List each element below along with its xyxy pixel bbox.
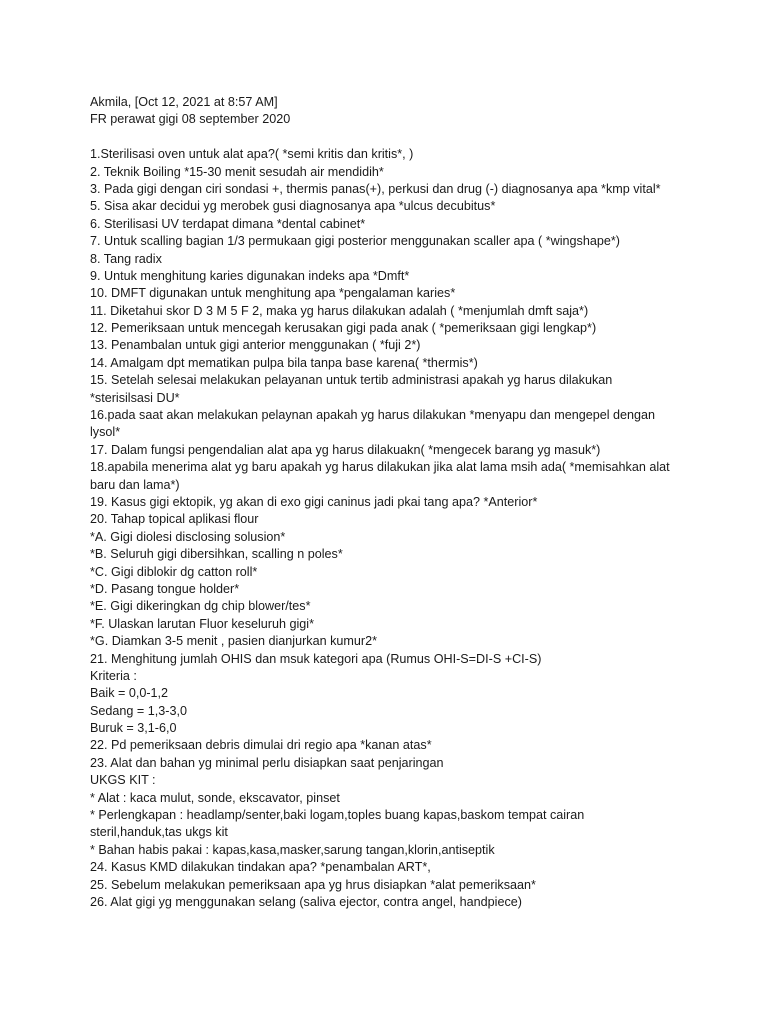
author-line: Akmila, [Oct 12, 2021 at 8:57 AM] <box>90 95 278 109</box>
text-line: * Perlengkapan : headlamp/senter,baki logam,toples buang kapas,baskom tempat cairan <box>90 808 585 823</box>
text-line: 11. Diketahui skor D 3 M 5 F 2, maka yg harus dilakukan adalah ( *menjumlah dmft saja*) <box>90 303 589 318</box>
text-line: baru dan lama*) <box>90 477 180 492</box>
text-line: * Alat : kaca mulut, sonde, ekscavator, pinset <box>90 790 340 805</box>
text-line: 15. Setelah selesai melakukan pelayanan untuk tertib administrasi apakah yg harus dilakukan <box>90 373 613 388</box>
text-line: 17. Dalam fungsi pengendalian alat apa yg harus dilakuakn( *mengecek barang yg masuk*) <box>90 442 601 457</box>
text-line: 5. Sisa akar decidui yg merobek gusi diagnosanya apa *ulcus decubitus* <box>90 199 496 214</box>
text-line: *B. Seluruh gigi dibersihkan, scalling n poles* <box>90 547 343 562</box>
text-line: 20. Tahap topical aplikasi flour <box>90 512 259 527</box>
document-subtitle: FR perawat gigi 08 september 2020 <box>90 112 291 127</box>
text-line: steril,handuk,tas ukgs kit <box>90 825 228 840</box>
text-line: 22. Pd pemeriksaan debris dimulai dri regio apa *kanan atas* <box>90 738 432 753</box>
text-line: *C. Gigi diblokir dg catton roll* <box>90 564 258 579</box>
text-line: * Bahan habis pakai : kapas,kasa,masker,sarung tangan,klorin,antiseptik <box>90 842 495 857</box>
text-line: *F. Ulaskan larutan Fluor keseluruh gigi* <box>90 616 314 631</box>
text-line: 3. Pada gigi dengan ciri sondasi +, thermis panas(+), perkusi dan drug (-) diagnosanya apa *kmp vital* <box>90 181 661 196</box>
text-line: *sterisilsasi DU* <box>90 390 180 405</box>
text-line: 24. Kasus KMD dilakukan tindakan apa? *penambalan ART*, <box>90 860 431 875</box>
text-line: 13. Penambalan untuk gigi anterior menggunakan ( *fuji 2*) <box>90 338 421 353</box>
question-list <box>90 146 690 911</box>
text-line: 23. Alat dan bahan yg minimal perlu disiapkan saat penjaringan <box>90 755 444 770</box>
text-line: *E. Gigi dikeringkan dg chip blower/tes* <box>90 599 311 614</box>
text-line: 25. Sebelum melakukan pemeriksaan apa yg hrus disiapkan *alat pemeriksaan* <box>90 877 536 892</box>
text-line: *G. Diamkan 3-5 menit , pasien dianjurkan kumur2* <box>90 634 377 649</box>
text-line: 18.apabila menerima alat yg baru apakah yg harus dilakukan jika alat lama msih ada( *memisahkan alat <box>90 460 670 475</box>
text-line: 14. Amalgam dpt mematikan pulpa bila tanpa base karena( *thermis*) <box>90 355 478 370</box>
text-line: 12. Pemeriksaan untuk mencegah kerusakan gigi pada anak ( *pemeriksaan gigi lengkap*) <box>90 321 597 336</box>
text-line: Kriteria : <box>90 668 137 683</box>
text-line: 10. DMFT digunakan untuk menghitung apa *pengalaman karies* <box>90 286 456 301</box>
text-line: *D. Pasang tongue holder* <box>90 581 240 596</box>
text-line: 19. Kasus gigi ektopik, yg akan di exo gigi caninus jadi pkai tang apa? *Anterior* <box>90 494 538 509</box>
text-line: *A. Gigi diolesi disclosing solusion* <box>90 529 286 544</box>
text-line: Buruk = 3,1-6,0 <box>90 721 177 736</box>
text-line: Baik = 0,0-1,2 <box>90 686 169 701</box>
blank-line <box>90 129 690 146</box>
text-line: 6. Sterilisasi UV terdapat dimana *dental cabinet* <box>90 216 366 231</box>
text-line: 7. Untuk scalling bagian 1/3 permukaan gigi posterior menggunakan scaller apa ( *wingshape*) <box>90 234 620 249</box>
text-line: Sedang = 1,3-3,0 <box>90 703 187 718</box>
text-line: 26. Alat gigi yg menggunakan selang (saliva ejector, contra angel, handpiece) <box>90 894 522 909</box>
document-text <box>90 94 690 911</box>
text-line: UKGS KIT : <box>90 773 156 788</box>
text-line: 21. Menghitung jumlah OHIS dan msuk kategori apa (Rumus OHI-S=DI-S +CI-S) <box>90 651 542 666</box>
text-line: 8. Tang radix <box>90 251 162 266</box>
text-line: 9. Untuk menghitung karies digunakan indeks apa *Dmft* <box>90 268 410 283</box>
text-line: 2. Teknik Boiling *15-30 menit sesudah air mendidih* <box>90 164 384 179</box>
text-line: 1.Sterilisasi oven untuk alat apa?( *semi kritis dan kritis*, ) <box>90 147 414 162</box>
text-line: lysol* <box>90 425 121 440</box>
text-line: 16.pada saat akan melakukan pelaynan apakah yg harus dilakukan *menyapu dan mengepel dengan <box>90 408 656 423</box>
